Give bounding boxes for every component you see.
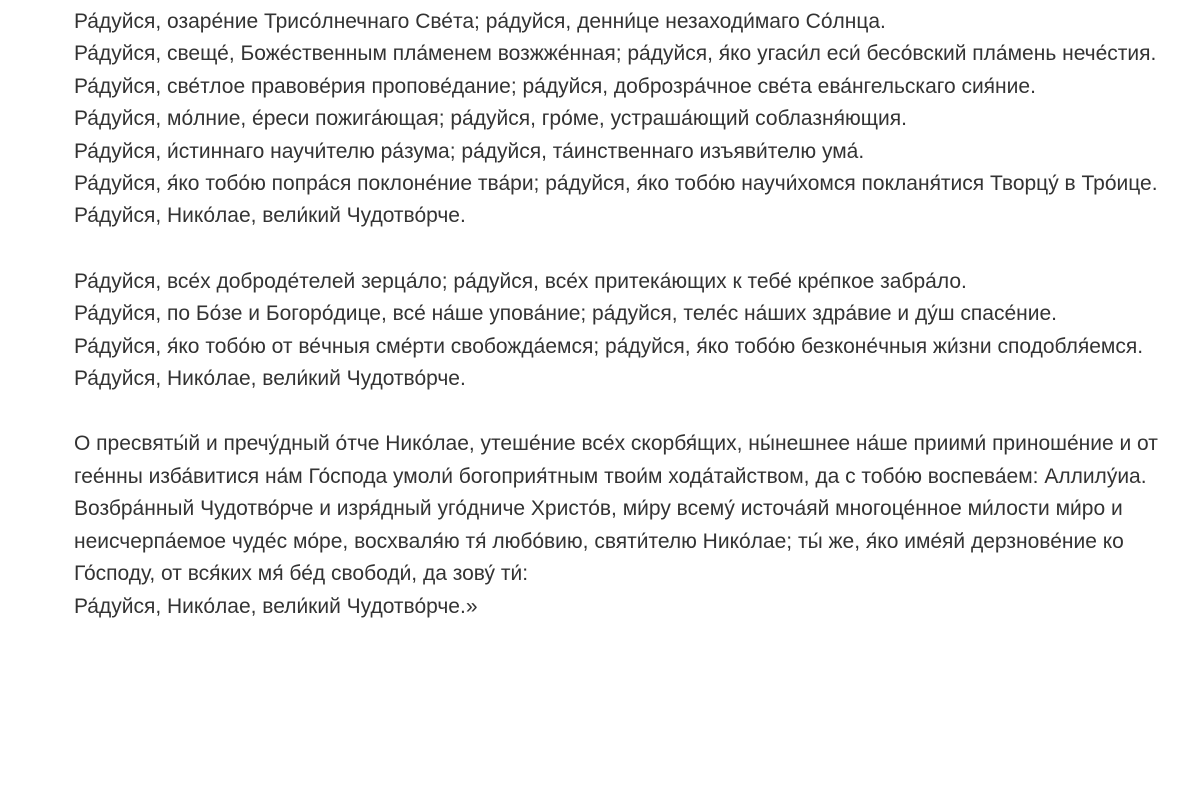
- text-line: Ра́дуйся, я́ко тобо́ю попра́ся поклоне́ние тва́ри; ра́дуйся, я́ко тобо́ю научи́хомся покланя́тися Творцу́ в Тро́ице.: [74, 172, 1158, 196]
- text-line: Ра́дуйся, и́стиннаго научи́телю ра́зума; ра́дуйся, та́инственнаго изъяви́телю ума́.: [74, 139, 865, 163]
- text-line: Ра́дуйся, свеще́, Боже́ственным пла́менем возжже́нная; ра́дуйся, я́ко угаси́л еси́ бесо́вский пла́мень нече́стия.: [74, 42, 1157, 66]
- paragraph-gap: [74, 395, 1164, 428]
- paragraph-gap: [74, 233, 1164, 266]
- refrain-line: Ра́дуйся, Нико́лае, вели́кий Чудотво́рче.: [74, 204, 466, 228]
- prayer-text: [74, 6, 1164, 623]
- prayer-line: О пресвяты́й и пречу́дный о́тче Нико́лае, утеше́ние все́х скорбя́щих, ны́нешнее на́ше приими́ приноше́ние и от гее́нны изба́витися на́м Го́спода умоли́ богоприя́тным твои́м хода́тайством, да с тобо́ю воспева́ем: Аллилу́иа.: [74, 432, 1158, 488]
- refrain-line: Ра́дуйся, Нико́лае, вели́кий Чудотво́рче.»: [74, 594, 478, 618]
- text-line: Ра́дуйся, мо́лние, е́реси пожига́ющая; ра́дуйся, гро́ме, устраша́ющий соблазня́ющия.: [74, 107, 907, 131]
- text-line: Ра́дуйся, по Бо́зе и Богоро́дице, все́ на́ше упова́ние; ра́дуйся, теле́с на́ших здра́вие и ду́ш спасе́ние.: [74, 302, 1058, 326]
- text-line: Ра́дуйся, все́х доброде́телей зерца́ло; ра́дуйся, все́х притека́ющих к тебе́ кре́пкое забра́ло.: [74, 269, 967, 293]
- text-line: Ра́дуйся, све́тлое правове́рия пропове́дание; ра́дуйся, доброзра́чное све́та ева́нгельскаго сия́ние.: [74, 74, 1036, 98]
- kontakion-line: Возбра́нный Чудотво́рче и изря́дный уго́дниче Христо́в, ми́ру всему́ источа́яй многоце́нное ми́лости ми́ро и неисчерпа́емое чуде́с мо́ре, восхваля́ю тя́ любо́вию, святи́телю Нико́лае; ты́ же, я́ко име́яй дерзнове́ние ко Го́споду, от вся́ких мя́ бе́д свободи́, да зову́ ти́:: [74, 497, 1124, 586]
- refrain-line: Ра́дуйся, Нико́лае, вели́кий Чудотво́рче.: [74, 367, 466, 391]
- text-line: Ра́дуйся, озаре́ние Трисо́лнечнаго Све́та; ра́дуйся, денни́це незаходи́маго Со́лнца.: [74, 10, 886, 33]
- text-line: Ра́дуйся, я́ко тобо́ю от ве́чныя сме́рти свобожда́емся; ра́дуйся, я́ко тобо́ю безконе́чныя жи́зни сподобля́емся.: [74, 334, 1144, 358]
